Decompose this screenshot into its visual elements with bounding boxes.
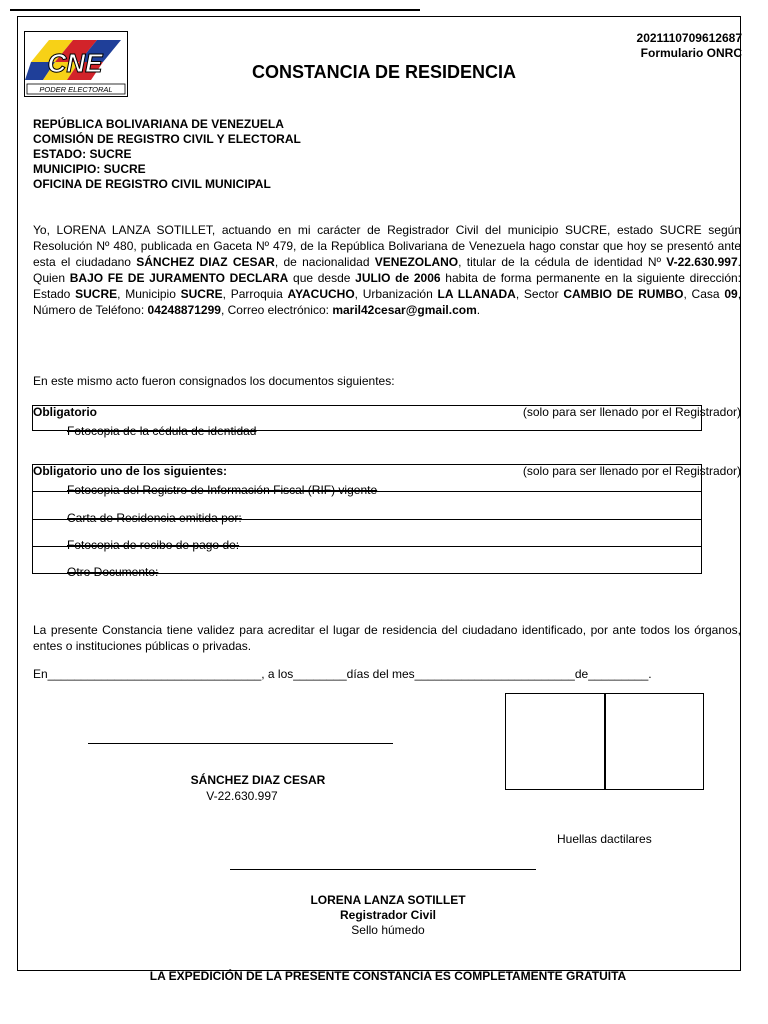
registrar-note: (solo para ser llenado por el Registrador) [522, 464, 741, 478]
registrar-name: LORENA LANZA SOTILLET [310, 893, 466, 907]
registrar-title: Registrador Civil [339, 908, 437, 922]
citizen-id: V-22.630.997 [666, 255, 738, 269]
text-run: , de nacionalidad [274, 255, 375, 269]
declaration-paragraph [33, 222, 741, 318]
text-run: . Quien [33, 255, 741, 285]
issuer-line: OFICINA DE REGISTRO CIVIL MUNICIPAL [33, 177, 271, 191]
doc-item: Otro Documento: [67, 565, 159, 579]
form-name: Formulario ONRC [640, 46, 742, 60]
since-date: JULIO de 2006 [355, 271, 441, 285]
address-state: SUCRE [75, 287, 118, 301]
text-run: que desde [288, 271, 356, 285]
citizen-name: SÁNCHEZ DIAZ CESAR [136, 255, 275, 269]
text-run: , Urbanización [354, 287, 438, 301]
issuer-line: MUNICIPIO: SUCRE [33, 162, 146, 176]
signer-name: SÁNCHEZ DIAZ CESAR [190, 773, 326, 787]
issuer-line: REPÚBLICA BOLIVARIANA DE VENEZUELA [33, 117, 284, 131]
fingerprint-divider [604, 693, 606, 790]
one-of-label: Obligatorio uno de los siguientes: [33, 464, 228, 478]
address-house: 09 [724, 287, 738, 301]
phone-number: 04248871299 [147, 303, 221, 317]
text-run: , titular de la cédula de identidad Nº [458, 255, 667, 269]
text-run: , Municipio [117, 287, 181, 301]
top-rule [10, 9, 420, 11]
doc-item-id-copy: Fotocopia de la cédula de identidad [67, 424, 257, 438]
issuer-line: ESTADO: SUCRE [33, 147, 132, 161]
text-run: , Casa [683, 287, 725, 301]
logo-subtext: PODER ELECTORAL [39, 85, 113, 94]
address-parish: AYACUCHO [287, 287, 355, 301]
email-address: maril42cesar@gmail.com [332, 303, 477, 317]
doc-item: Fotocopia del Registro de Información Fiscal (RIF) vigente [67, 483, 378, 497]
seal-label: Sello húmedo [351, 923, 425, 937]
text-run: . [476, 303, 481, 317]
doc-item: Fotocopia de recibo de pago de: [67, 538, 240, 552]
logo-text: CNE [47, 48, 103, 78]
fingerprints-label: Huellas dactilares [557, 832, 652, 846]
signer-id: V-22.630.997 [206, 789, 278, 803]
address-urbanization: LA LLANADA [437, 287, 516, 301]
text-run: Yo, LORENA LANZA SOTILLET, actuando en mi carácter de Registrador Civil del municipio SUCRE, estado SUCRE según Resolución Nº 480, publicada en Gaceta Nº 479, de la República Bolivariana de Venezuela hago constar que hoy se presentó ante esta el ciudadano [33, 223, 741, 269]
form-code [637, 31, 742, 61]
validity-text: La presente Constancia tiene validez para acreditar el lugar de residencia del ciudadano identificado, por ante todos los órganos, entes o instituciones públicas o privadas. [33, 623, 741, 653]
address-sector: CAMBIO DE RUMBO [563, 287, 684, 301]
documents-intro: En este mismo acto fueron consignados los documentos siguientes: [33, 374, 395, 388]
address-municipality: SUCRE [180, 287, 223, 301]
free-issuance-note: LA EXPEDICIÓN DE LA PRESENTE CONSTANCIA ES COMPLETAMENTE GRATUITA [149, 969, 627, 983]
text-run: , Sector [515, 287, 564, 301]
text-run: habita de forma permanente en la siguiente dirección: Estado [33, 271, 741, 301]
text-run: , Correo electrónico: [220, 303, 333, 317]
nationality: VENEZOLANO [374, 255, 459, 269]
citizen-signature-line [88, 743, 393, 744]
oath-text: BAJO FE DE JURAMENTO DECLARA [69, 271, 289, 285]
page-title: CONSTANCIA DE RESIDENCIA [251, 62, 516, 82]
registrar-signature-line [230, 869, 536, 870]
constancia-number: 2021110709612687 [636, 31, 742, 45]
mandatory-label: Obligatorio [33, 405, 97, 419]
registrar-note: (solo para ser llenado por el Registrador) [522, 405, 741, 419]
text-run: , Número de Teléfono: [33, 287, 742, 317]
text-run: , Parroquia [222, 287, 288, 301]
place-date-line: En________________________________, a los________días del mes________________________de_________. [33, 667, 652, 681]
issuer-block [33, 117, 301, 192]
doc-item: Carta de Residencia emitida por: [67, 511, 242, 525]
issuer-line: COMISIÓN DE REGISTRO CIVIL Y ELECTORAL [33, 132, 301, 146]
